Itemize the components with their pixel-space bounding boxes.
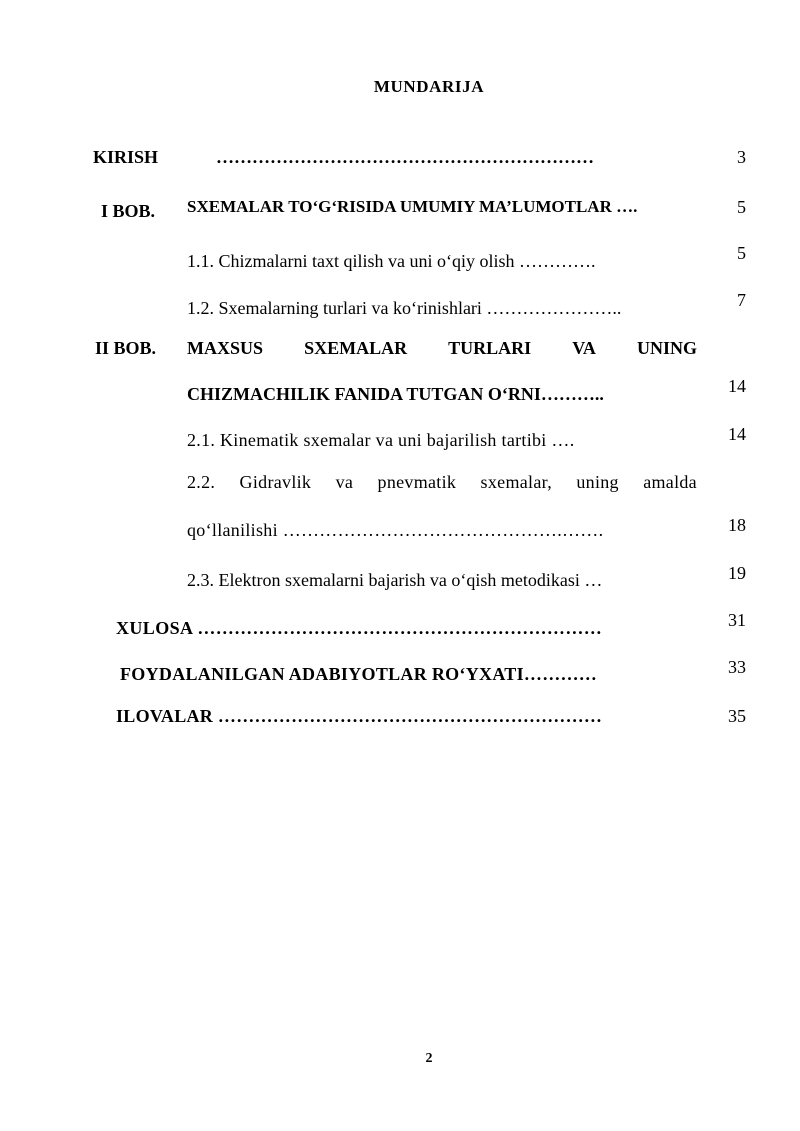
toc-page-xulosa: 31 <box>728 610 746 630</box>
toc-entry-ilovalar: ILOVALAR ……………………………………………………… <box>116 706 603 726</box>
toc-entry-2-1: 2.1. Kinematik sxemalar va uni bajarilish tartibi …. <box>187 430 575 450</box>
word: sxemalar, <box>480 472 552 492</box>
word: pnevmatik <box>377 472 457 492</box>
toc-page-1-2: 7 <box>737 290 746 310</box>
toc-entry-chapter-1: SXEMALAR TO‘G‘RISIDA UMUMIY MA’LUMOTLAR …. <box>187 197 638 216</box>
toc-page-2-1: 14 <box>728 424 746 444</box>
toc-entry-chapter-2-line-1 <box>187 338 697 359</box>
toc-page-kirish: 3 <box>737 147 746 167</box>
toc-label-chapter-1: I BOB. <box>101 201 156 221</box>
toc-page-chapter-1: 5 <box>737 197 746 217</box>
word: 2.2. <box>187 472 216 492</box>
toc-entry-2-2-line-1 <box>187 472 697 493</box>
toc-page-1-1: 5 <box>737 243 746 263</box>
toc-label-kirish: KIRISH <box>93 147 159 167</box>
toc-label-chapter-2: II BOB. <box>95 338 157 358</box>
word: uning <box>576 472 619 492</box>
word: MAXSUS <box>187 338 264 358</box>
toc-entry-2-2-line-2: qo‘llanilishi ……………………………………….……. <box>187 520 604 540</box>
toc-entry-chapter-2-line-2: CHIZMACHILIK FANIDA TUTGAN O‘RNI……….. <box>187 384 604 404</box>
word: va <box>335 472 354 492</box>
toc-page-ilovalar: 35 <box>728 706 746 726</box>
word: UNING <box>636 338 697 358</box>
toc-leader-kirish: ……………………………………………………… <box>216 147 594 167</box>
word: TURLARI <box>448 338 532 358</box>
word: SXEMALAR <box>304 338 408 358</box>
page-title: MUNDARIJA <box>373 77 485 96</box>
word: VA <box>572 338 596 358</box>
page-number: 2 <box>425 1051 433 1066</box>
toc-entry-2-3: 2.3. Elektron sxemalarni bajarish va o‘qish metodikasi … <box>187 570 603 590</box>
word: amalda <box>643 472 697 492</box>
toc-entry-1-2: 1.2. Sxemalarning turlari va ko‘rinishlari ………………….. <box>187 298 622 318</box>
toc-entry-references: FOYDALANILGAN ADABIYOTLAR RO‘YXATI………… <box>120 664 598 684</box>
toc-entry-1-1: 1.1. Chizmalarni taxt qilish va uni o‘qiy olish …………. <box>187 251 596 271</box>
toc-page-references: 33 <box>728 657 746 677</box>
toc-page-2-2: 18 <box>728 515 746 535</box>
word: Gidravlik <box>239 472 312 492</box>
toc-page-2-3: 19 <box>728 563 746 583</box>
toc-page-chapter-2: 14 <box>728 376 746 396</box>
toc-entry-xulosa: XULOSA ………………………………………………………… <box>116 618 603 638</box>
